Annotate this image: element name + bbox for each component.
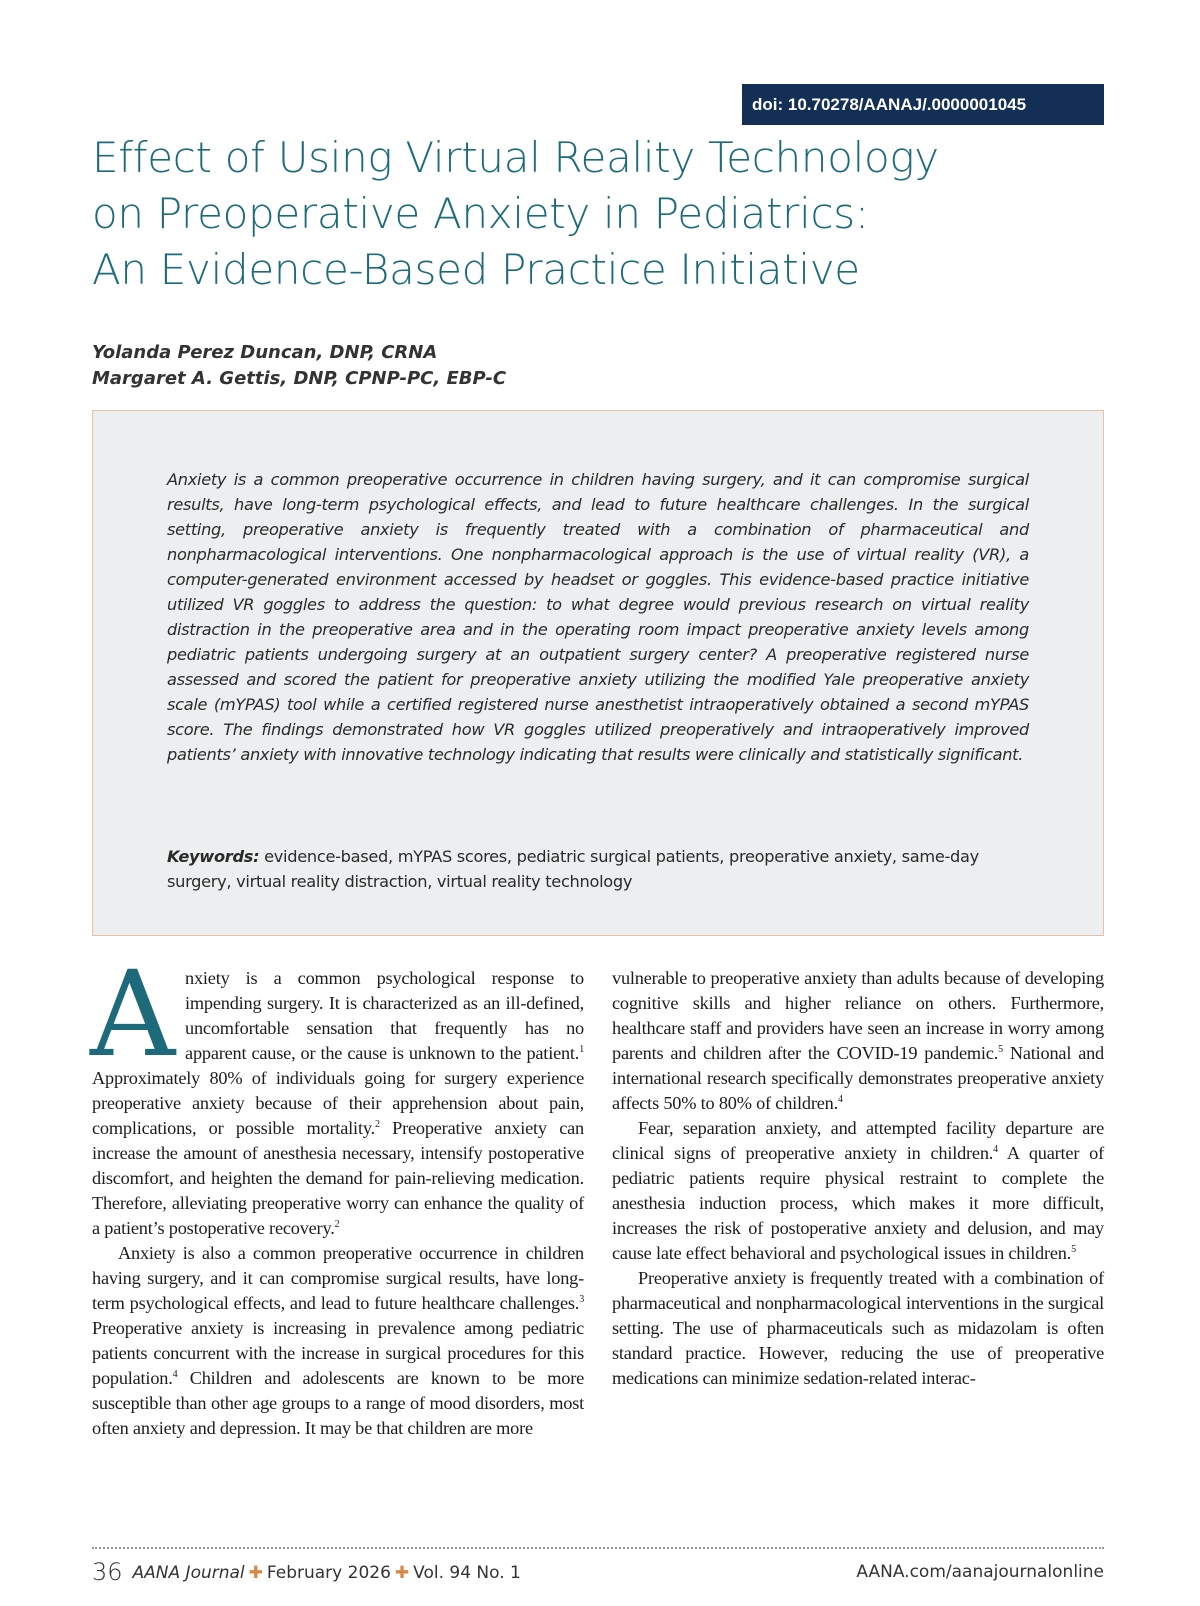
paragraph-text: vulnerable to preoperative anxiety than adults because of developing cognitive skills and higher reliance on others. Furthermore, healthcare staff and providers have seen an increase in worry among parents and children after the COVID-19 pandemic.$^5$ National and international research specifically demonstrates preoperative anxiety affects 50% to 80% of children.$^4$ (612, 968, 1104, 1113)
article-title (92, 130, 1122, 298)
body-paragraph (92, 1241, 584, 1441)
citation-ref: 1 (579, 1043, 584, 1055)
paragraph-text: Preoperative anxiety is frequently treated with a combination of pharmaceutical and nonpharmacological interventions in the surgical setting. The use of pharmaceuticals such as midazolam is often standard practice. However, reducing the use of preoperative medications can minimize sedation-related interac- (612, 1268, 1104, 1388)
volume-issue: Vol. 94 No. 1 (413, 1563, 521, 1583)
author: Margaret A. Gettis, DNP, CPNP-PC, EBP-C (92, 368, 507, 389)
body-paragraph (612, 1266, 1104, 1391)
keywords-list: evidence-based, mYPAS scores, pediatric surgical patients, preoperative anxiety, same-day surgery, virtual reality distraction, virtual reality technology (167, 847, 979, 891)
citation-ref: 4 (172, 1368, 178, 1380)
keywords (167, 844, 1029, 894)
citation-ref: 5 (998, 1043, 1003, 1055)
title-line: An Evidence-Based Practice Initiative (92, 245, 860, 294)
abstract-box (92, 410, 1104, 936)
body-column-left (90, 945, 584, 1441)
footer-citation (92, 1558, 521, 1586)
body-paragraph (612, 966, 1104, 1116)
paragraph-text: Fear, separation anxiety, and attempted facility departure are clinical signs of preoperative anxiety in children.$^4$ A quarter of pediatric patients require physical restraint to complete the anesthesia induction process, which makes it more difficult, increases the risk of postoperative anxiety and delusion, and may cause late effect behavioral and psychological issues in children.$^5$ (612, 1118, 1104, 1263)
journal-website: AANA.com/aanajournalonline (856, 1562, 1104, 1582)
body-column-right (612, 966, 1104, 1391)
paragraph-text: nxiety is a common psychological response to impending surgery. It is characterized as an ill-defined, uncomfortable sensation that frequently has no apparent cause, or the cause is unknown to the patient.$^1$ Approximately 80% of individuals going for surgery experience preoperative anxiety because of their apprehension about pain, complications, or possible mortality.$^2$ Preoperative anxiety can increase the amount of anesthesia necessary, intensify postoperative discomfort, and heighten the demand for pain-relieving medication. Therefore, alleviating preoperative worry can enhance the quality of a patient’s postoperative recovery.$^2$ (92, 968, 584, 1238)
author-list (92, 340, 506, 392)
issue-date: February 2026 (266, 1563, 391, 1583)
body-paragraph (612, 1116, 1104, 1266)
citation-ref: 2 (374, 1118, 380, 1130)
paragraph-text: Anxiety is also a common preoperative occurrence in children having surgery, and it can compromise surgical results, have long-term psychological effects, and lead to future healthcare challenges.$^3$ Preoperative anxiety is increasing in prevalence among pediatric patients concurrent with the increase in surgical procedures for this population.$^4$ Children and adolescents are known to be more susceptible than other age groups to a range of mood disorders, most often anxiety and depression. It may be that children are more (92, 1243, 584, 1438)
citation-ref: 5 (1071, 1243, 1076, 1255)
author: Yolanda Perez Duncan, DNP, CRNA (92, 342, 438, 363)
title-line: on Preoperative Anxiety in Pediatrics: (92, 189, 869, 238)
citation-ref: 4 (993, 1143, 998, 1155)
abstract-text: Anxiety is a common preoperative occurrence in children having surgery, and it can compromise surgical results, have long-term psychological effects, and lead to future healthcare challenges. In the surgical setting, preoperative anxiety is frequently treated with a combination of pharmaceutical and nonpharmacological interventions. One nonpharmacological approach is the use of virtual reality (VR), a computer-generated environment accessed by headset or goggles. This evidence-based practice initiative utilized VR goggles to address the question: to what degree would previous research on virtual reality distraction in the preoperative area and in the operating room impact preoperative anxiety levels among pediatric patients undergoing surgery at an outpatient surgery center? A preoperative registered nurse assessed and scored the patient for preoperative anxiety utilizing the modified Yale preoperative anxiety scale (mYPAS) tool while a certified registered nurse anesthetist intraoperatively obtained a second mYPAS score. The findings demonstrated how VR goggles utilized preoperatively and intraoperatively improved patients’ anxiety with innovative technology indicating that results were clinically and statistically significant. (167, 470, 1029, 764)
body-paragraph (90, 945, 584, 1241)
citation-ref: 3 (579, 1293, 584, 1305)
title-line: Effect of Using Virtual Reality Technology (92, 133, 939, 182)
citation-ref: 4 (837, 1093, 843, 1105)
keywords-label: Keywords: (167, 847, 260, 866)
citation-ref: 2 (334, 1218, 340, 1230)
plus-icon: ✚ (248, 1563, 263, 1583)
footer-divider (92, 1547, 1104, 1549)
page-number: 36 (92, 1558, 123, 1586)
plus-icon: ✚ (394, 1563, 410, 1583)
drop-cap: A (90, 945, 176, 1083)
journal-name: AANA Journal (132, 1563, 245, 1583)
doi-badge: doi: 10.70278/AANAJ/.0000001045 (742, 84, 1104, 125)
